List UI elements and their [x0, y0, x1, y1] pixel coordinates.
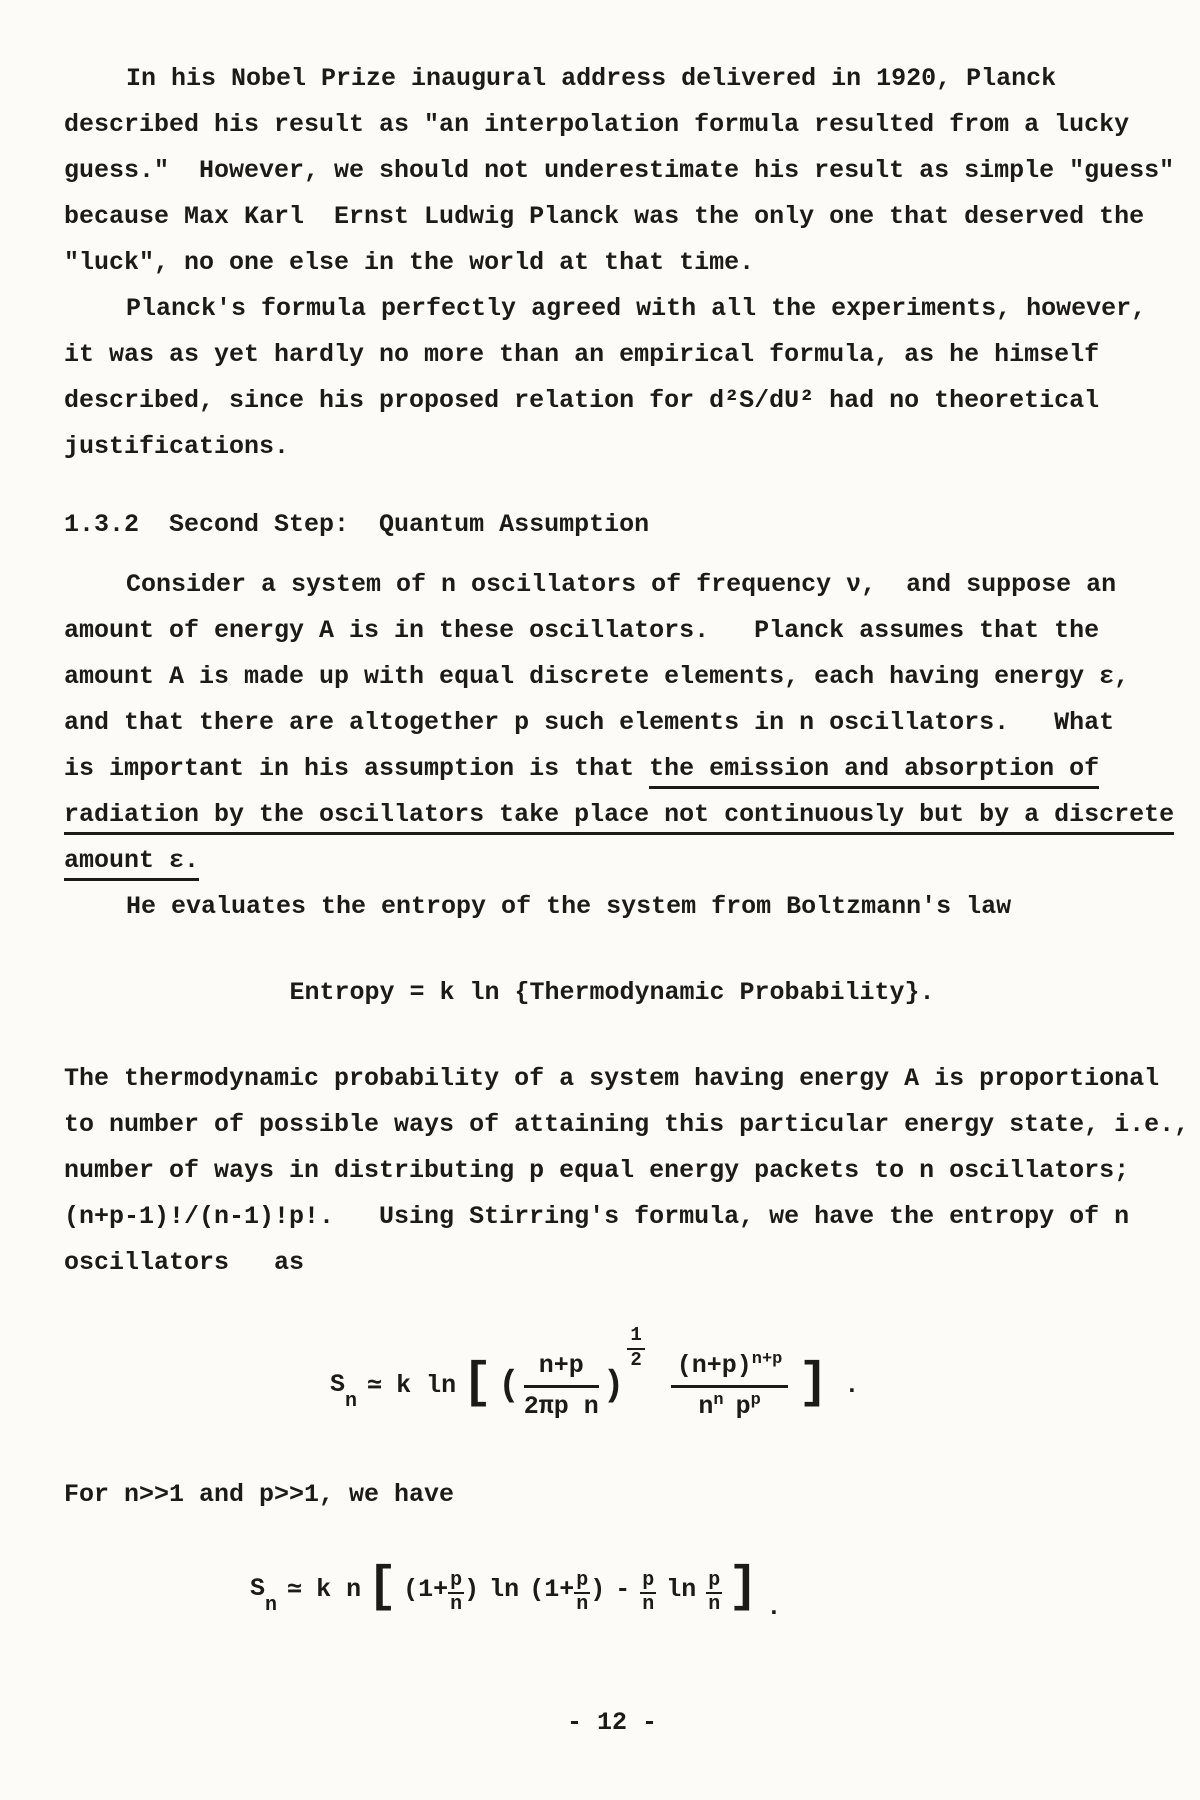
text-line: because Max Karl Ernst Ludwig Planck was the only one that deserved the	[64, 202, 1145, 231]
right-paren: )	[602, 1365, 625, 1406]
ln-operator: ln	[666, 1575, 697, 1604]
eq-lhs: Sn	[250, 1566, 277, 1614]
fraction-p-over-n: $\frac{p}{n}$	[576, 1568, 589, 1616]
text-line: guess." However, we should not underestimate his result as simple "guess"	[64, 156, 1175, 185]
left-bracket: [	[367, 1559, 398, 1616]
for-condition-line: For n>>1 and p>>1, we have	[64, 1480, 455, 1509]
text-line: Consider a system of n oscillators of frequency ν, and suppose an	[126, 570, 1117, 599]
text-line: (n+p-1)!/(n-1)!p!. Using Stirring's formula, we have the entropy of n	[64, 1202, 1130, 1231]
text-line: amount of energy A is in these oscillators. Planck assumes that the	[64, 616, 1100, 645]
fraction-p-over-n: $\frac{p}{n}$	[708, 1568, 721, 1616]
right-bracket: ]	[728, 1559, 759, 1616]
text-line: The thermodynamic probability of a system having energy A is proportional	[64, 1064, 1160, 1093]
equation-period: .	[766, 1593, 782, 1622]
fraction-n-plus-p-over-2pipn: $\frac{n+p}{\text{2πp n}}$	[523, 1351, 599, 1421]
paragraph-thermodynamic-probability	[64, 1056, 1190, 1286]
page-number: - 12 -	[566, 1708, 657, 1737]
text-line: number of ways in distributing p equal energy packets to n oscillators;	[64, 1156, 1130, 1185]
equation-period: .	[844, 1371, 860, 1400]
approx-symbol: ≃	[287, 1575, 303, 1604]
ln-operator: ln	[489, 1575, 520, 1604]
exponent-n: n	[713, 1390, 724, 1410]
underlined-text: radiation by the oscillators take place not continuously but by a discrete	[64, 800, 1174, 835]
minus-sign: -	[615, 1575, 631, 1604]
underlined-text: the emission and absorption of	[649, 754, 1099, 789]
underlined-text: amount ε.	[64, 846, 199, 881]
right-bracket: ]	[798, 1355, 829, 1412]
text-line: described, since his proposed relation for d²S/dU² had no theoretical	[64, 386, 1100, 415]
text-line	[64, 838, 1160, 884]
text-line: and that there are altogether p such elements in n oscillators. What	[64, 708, 1115, 737]
exponent-one-half: $\frac{1}{2}$	[627, 1325, 644, 1372]
text-line: In his Nobel Prize inaugural address delivered in 1920, Planck	[126, 64, 1057, 93]
text-segment: is important in his assumption is that	[64, 754, 650, 783]
left-paren: (	[498, 1365, 520, 1406]
exponent-p: p	[750, 1390, 761, 1410]
paragraph-empirical-formula	[64, 286, 1160, 470]
term-close: )	[464, 1575, 480, 1604]
subscript-n: n	[265, 1594, 278, 1617]
text-line	[64, 746, 1160, 792]
text-line: justifications.	[64, 432, 290, 461]
eq-operator: k n	[316, 1575, 362, 1604]
entropy-equation: Entropy = k ln {Thermodynamic Probability}.	[289, 978, 935, 1007]
left-bracket: [	[462, 1355, 493, 1412]
paragraph-quantum-assumption	[64, 562, 1175, 884]
text-line	[64, 792, 1175, 838]
term-close: )	[590, 1575, 606, 1604]
entropy-limit-formula	[250, 1544, 1160, 1636]
eq-operator: k ln	[396, 1371, 457, 1400]
fraction-p-over-n: $\frac{p}{n}$	[450, 1568, 463, 1616]
paragraph-boltzmann-law: He evaluates the entropy of the system from Boltzmann's law	[126, 892, 1012, 921]
section-heading: 1.3.2 Second Step: Quantum Assumption	[64, 510, 650, 539]
text-line: oscillators as	[64, 1248, 305, 1277]
fraction-powers: $\frac{(n+p)^{n+p}}{n^n p^p}$	[671, 1350, 789, 1422]
text-line: it was as yet hardly no more than an empirical formula, as he himself	[64, 340, 1100, 369]
exponent-n-plus-p: n+p	[751, 1350, 783, 1370]
stirling-entropy-formula	[330, 1320, 1160, 1438]
text-line: described his result as "an interpolation formula resulted from a lucky	[64, 110, 1130, 139]
text-line: Planck's formula perfectly agreed with all the experiments, however,	[126, 294, 1147, 323]
approx-symbol: ≃	[367, 1371, 383, 1400]
text-line: to number of possible ways of attaining this particular energy state, i.e.,	[64, 1110, 1190, 1139]
term-open: (1+	[403, 1575, 449, 1604]
text-line: amount A is made up with equal discrete elements, each having energy ε,	[64, 662, 1130, 691]
subscript-n: n	[345, 1390, 358, 1413]
paragraph-nobel-prize	[64, 56, 1175, 286]
eq-lhs: Sn	[330, 1362, 357, 1410]
term-open: (1+	[529, 1575, 575, 1604]
fraction-p-over-n: $\frac{p}{n}$	[642, 1568, 655, 1616]
text-line: "luck", no one else in the world at that time.	[64, 248, 755, 277]
